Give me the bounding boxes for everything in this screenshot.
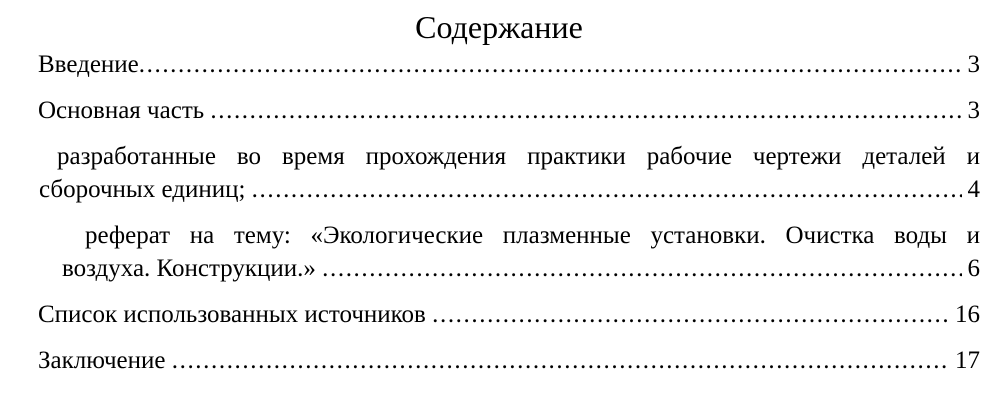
page-number: 6 bbox=[967, 255, 980, 282]
document-page bbox=[0, 6, 998, 377]
toc-line bbox=[38, 48, 980, 81]
toc-entry[interactable] bbox=[38, 219, 980, 285]
toc-entry[interactable] bbox=[38, 344, 980, 377]
page-number: 3 bbox=[967, 97, 980, 124]
dot-leader bbox=[322, 252, 961, 285]
toc-line bbox=[38, 173, 980, 206]
toc-entry-text: Заключение bbox=[38, 347, 172, 374]
dot-leader bbox=[432, 298, 949, 331]
page-number: 16 bbox=[955, 301, 980, 328]
toc-entry[interactable] bbox=[38, 94, 980, 127]
toc-entry-text: сборочных единиц; bbox=[39, 176, 252, 203]
toc-entry-text: разработанные во время прохождения практики рабочие чертежи деталей и bbox=[57, 143, 980, 170]
toc-entry-text: Введение bbox=[38, 51, 139, 78]
toc-line bbox=[38, 94, 980, 127]
toc-entry-text: Основная часть bbox=[38, 97, 211, 124]
toc bbox=[0, 48, 998, 377]
dot-leader bbox=[139, 48, 962, 81]
toc-entry[interactable] bbox=[38, 48, 980, 81]
toc-entry-text: реферат на тему: «Экологические плазменные установки. Очистка воды и bbox=[85, 222, 980, 249]
toc-entry[interactable] bbox=[38, 140, 980, 206]
toc-title: Содержание bbox=[415, 9, 583, 45]
page-number: 4 bbox=[967, 176, 980, 203]
toc-entry-text: Список использованных источников bbox=[38, 301, 433, 328]
toc-line bbox=[38, 298, 980, 331]
dot-leader bbox=[172, 344, 949, 377]
toc-line bbox=[38, 344, 980, 377]
page-number: 17 bbox=[955, 347, 980, 374]
dot-leader bbox=[252, 173, 962, 206]
dot-leader bbox=[210, 94, 961, 127]
toc-entry[interactable] bbox=[38, 298, 980, 331]
toc-line bbox=[38, 219, 980, 252]
toc-line bbox=[38, 252, 980, 285]
toc-line bbox=[38, 140, 980, 173]
page-number: 3 bbox=[967, 51, 980, 78]
toc-entry-text: воздуха. Конструкции.» bbox=[62, 255, 323, 282]
